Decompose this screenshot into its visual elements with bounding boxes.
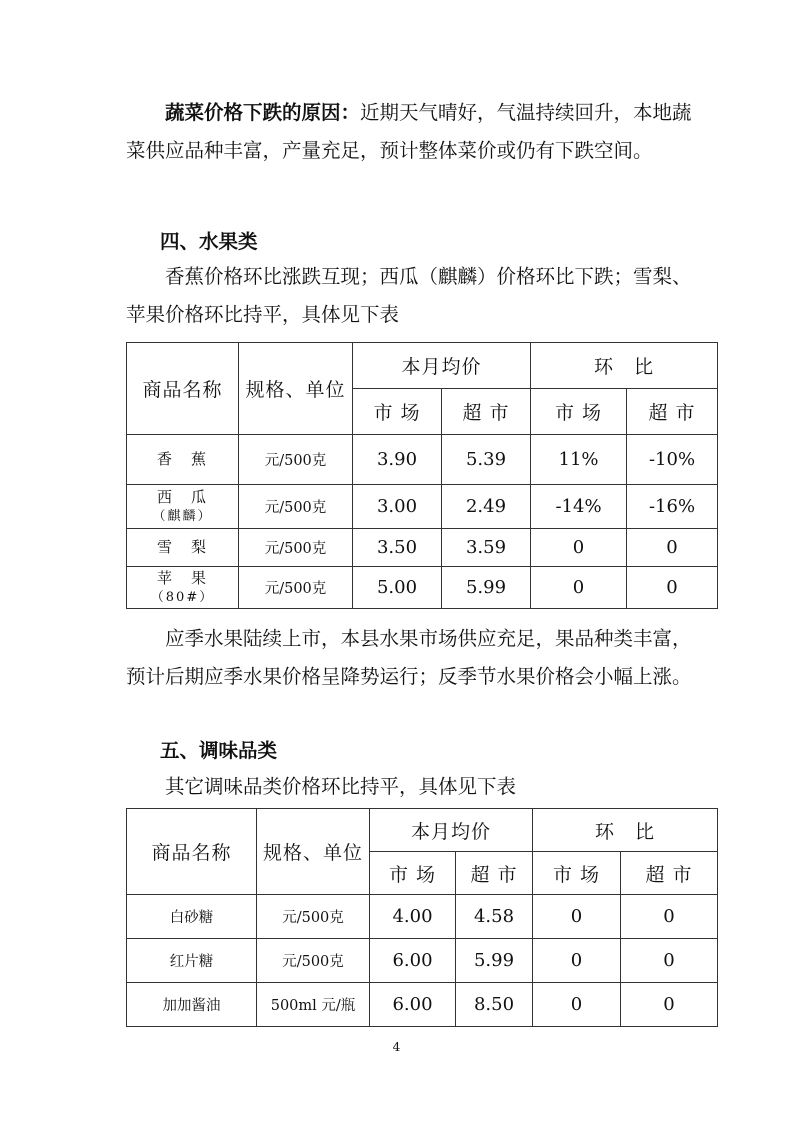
item-ratio-supermarket: 0: [621, 983, 718, 1027]
table-row: [127, 895, 718, 939]
item-ratio-supermarket: -16%: [627, 485, 718, 529]
item-name-sub: （麒麟）: [152, 508, 213, 524]
col-header-avg: 本月均价: [370, 809, 533, 852]
item-unit: 元/500克: [257, 895, 370, 939]
item-market-price: 6.00: [370, 939, 456, 983]
fruit-intro: 香蕉价格环比涨跌互现；西瓜（麒麟）价格环比下跌；雪梨、苹果价格环比持平，具体见下表: [126, 265, 692, 326]
col-header-name: 商品名称: [127, 343, 239, 435]
item-ratio-market: 0: [533, 895, 621, 939]
item-market-price: 3.90: [353, 435, 442, 485]
table-row: [127, 529, 718, 567]
col-header-ratio-supermarket: 超 市: [627, 389, 718, 435]
item-ratio-market: 0: [533, 939, 621, 983]
item-market-price: 3.00: [353, 485, 442, 529]
col-header-ratio: 环 比: [531, 343, 718, 389]
item-name: 雪 梨: [127, 529, 239, 567]
fruit-outlook-paragraph: 应季水果陆续上市，本县水果市场供应充足，果品种类丰富，预计后期应季水果价格呈降势运行；反季节水果价格会小幅上涨。: [126, 627, 692, 688]
page-number: 4: [392, 1040, 401, 1054]
table-row: [127, 435, 718, 485]
item-ratio-supermarket: 0: [627, 529, 718, 567]
veg-reason-text: 近期天气晴好，气温持续回升，本地蔬菜供应品种丰富，产量充足，预计整体菜价或仍有下跌空间。: [126, 101, 692, 162]
col-header-market: 市 场: [353, 389, 442, 435]
item-name-cell: [127, 567, 239, 609]
table-row: [127, 485, 718, 529]
col-header-ratio-supermarket: 超 市: [621, 852, 718, 895]
item-unit: 元/500克: [239, 485, 353, 529]
veg-reason-paragraph: [126, 94, 696, 170]
item-ratio-supermarket: 0: [627, 567, 718, 609]
item-unit: 元/500克: [239, 529, 353, 567]
col-header-supermarket: 超 市: [442, 389, 531, 435]
fruit-heading: 四、水果类: [160, 230, 258, 253]
item-supermarket-price: 5.39: [442, 435, 531, 485]
item-ratio-supermarket: 0: [621, 939, 718, 983]
item-name: 苹 果: [156, 568, 208, 587]
item-ratio-supermarket: -10%: [627, 435, 718, 485]
col-header-supermarket: 超 市: [456, 852, 533, 895]
seasoning-heading: 五、调味品类: [160, 739, 278, 762]
item-name-cell: [127, 485, 239, 529]
item-market-price: 3.50: [353, 529, 442, 567]
item-unit: 元/500克: [239, 567, 353, 609]
col-header-avg: 本月均价: [353, 343, 531, 389]
col-header-name: 商品名称: [127, 809, 257, 895]
item-ratio-market: 0: [531, 567, 627, 609]
item-supermarket-price: 4.58: [456, 895, 533, 939]
item-ratio-market: 11%: [531, 435, 627, 485]
veg-reason-lead: 蔬菜价格下跌的原因：: [165, 101, 361, 124]
item-name: 西 瓜: [156, 487, 208, 506]
item-market-price: 4.00: [370, 895, 456, 939]
item-unit: 500ml 元/瓶: [257, 983, 370, 1027]
item-supermarket-price: 3.59: [442, 529, 531, 567]
item-supermarket-price: 2.49: [442, 485, 531, 529]
item-market-price: 5.00: [353, 567, 442, 609]
table-row: [127, 939, 718, 983]
col-header-unit: 规格、单位: [239, 343, 353, 435]
col-header-market: 市 场: [370, 852, 456, 895]
table-row: [127, 567, 718, 609]
fruit-price-table: [126, 342, 718, 609]
col-header-ratio-market: 市 场: [533, 852, 621, 895]
table-row: [127, 983, 718, 1027]
item-supermarket-price: 5.99: [442, 567, 531, 609]
item-ratio-supermarket: 0: [621, 895, 718, 939]
col-header-ratio: 环 比: [533, 809, 718, 852]
item-ratio-market: 0: [531, 529, 627, 567]
item-name: 香 蕉: [127, 435, 239, 485]
seasoning-intro: 其它调味品类价格环比持平，具体见下表: [165, 775, 517, 798]
item-unit: 元/500克: [257, 939, 370, 983]
item-name-sub: （80#）: [150, 589, 215, 605]
col-header-ratio-market: 市 场: [531, 389, 627, 435]
item-name: 白砂糖: [127, 895, 257, 939]
item-unit: 元/500克: [239, 435, 353, 485]
item-market-price: 6.00: [370, 983, 456, 1027]
item-supermarket-price: 5.99: [456, 939, 533, 983]
item-supermarket-price: 8.50: [456, 983, 533, 1027]
item-name: 加加酱油: [127, 983, 257, 1027]
item-name: 红片糖: [127, 939, 257, 983]
col-header-unit: 规格、单位: [257, 809, 370, 895]
seasoning-price-table: [126, 808, 718, 1027]
item-ratio-market: 0: [533, 983, 621, 1027]
item-ratio-market: -14%: [531, 485, 627, 529]
